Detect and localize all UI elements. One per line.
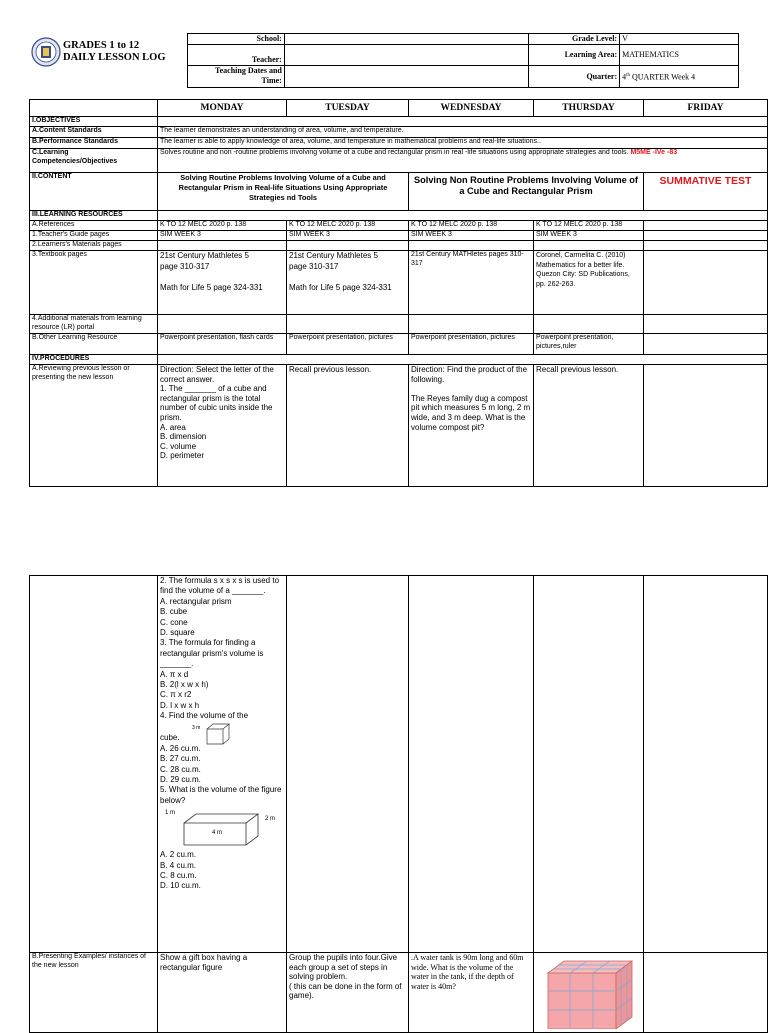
lesson-log-table-continued <box>29 575 768 1033</box>
prism-figure-area <box>160 806 284 850</box>
day-header-row <box>30 100 768 117</box>
reviewing-lesson-monday: Direction: Select the letter of the correct answer. 1. The _______ of a cube and rectangular prism is the total number of cubic units inside the prism. A. area B. dimension C. volume D. perimeter <box>158 365 287 487</box>
form-title <box>63 40 188 64</box>
presenting-examples-thursday <box>534 953 644 1033</box>
cube-question <box>160 722 284 744</box>
reviewing-lesson-wednesday: Direction: Find the product of the following. The Reyes family dug a compost pit which measures 5 m long, 2 m wide, and 3 m deep. What is the volume compost pit? <box>409 365 534 487</box>
objectives-heading: I.OBJECTIVES <box>30 117 158 127</box>
teachers-guide-label: 1.Teacher's Guide pages <box>30 231 158 241</box>
textbook-row <box>30 251 768 315</box>
competencies-cell <box>158 149 768 173</box>
performance-standards-text: The learner is able to apply knowledge of area, volume, and temperature in mathematical problems and real-life situations.. <box>158 138 768 149</box>
objectives-row <box>30 117 768 127</box>
competency-code: M5ME -IVe -83 <box>630 149 678 156</box>
textbook-label: 3.Textbook pages <box>30 251 158 315</box>
references-monday: K TO 12 MELC 2020 p. 138 <box>158 221 287 231</box>
references-label: A.References <box>30 221 158 231</box>
teachers-guide-wednesday: SIM WEEK 3 <box>409 231 534 241</box>
textbook-thursday: Coronel, Carmelita C. (2010) Mathematics for a better life. Quezon City: SD Publications, pp. 262-263. <box>534 251 644 315</box>
content-row <box>30 173 768 211</box>
resources-heading: III.LEARNING RESOURCES <box>30 211 158 221</box>
other-resources-monday: Powerpoint presentation, flash cards <box>158 334 287 355</box>
prism-width-label: 2 m <box>265 816 276 823</box>
quiz-items-2-to-4: 2. The formula s x s x s is used to find the volume of a _______. A. rectangular prism B. cube C. cone D. square 3. The formula for finding a rectangular prism's volume is _______. A. π x d B. 2(l x w x h) C. π x r2 D. l x w x h 4. Find the volume of the <box>160 576 280 721</box>
quarter-field[interactable] <box>620 66 739 88</box>
textbook-monday: 21st Century Mathletes 5 page 310-317 Math for Life 5 page 324-331 <box>158 251 287 315</box>
header-info-table <box>187 33 739 88</box>
grade-level-label: Grade Level: <box>529 34 620 45</box>
reviewing-lesson-thursday: Recall previous lesson. <box>534 365 644 487</box>
teaching-dates-field[interactable] <box>284 66 528 88</box>
references-friday <box>644 221 768 231</box>
quiz-item-5-choices: A. 2 cu.m. B. 4 cu.m. C. 8 cu.m. D. 10 cu.m. <box>160 850 201 891</box>
quiz-item-4-choices-and-5: A. 26 cu.m. B. 27 cu.m. C. 28 cu.m. D. 29 cu.m. 5. What is the volume of the figure below? <box>160 743 282 805</box>
content-mon-tue: Solving Routine Problems Involving Volume of a Cube and Rectangular Prism in Real-life Situations Using Appropriate Strategies nd Tools <box>158 173 409 211</box>
textbook-tuesday: 21st Century Mathletes 5 page 310-317 Math for Life 5 page 324-331 <box>287 251 409 315</box>
content-standards-label: A.Content Standards <box>30 127 158 138</box>
presenting-examples-row <box>30 953 768 1033</box>
day-monday: MONDAY <box>158 100 287 117</box>
teacher-field[interactable] <box>284 45 528 66</box>
performance-standards-row <box>30 138 768 149</box>
other-resources-tuesday: Powerpoint presentation, pictures <box>287 334 409 355</box>
additional-materials-row <box>30 315 768 334</box>
learners-materials-label: 2.Learners's Materials pages <box>30 241 158 251</box>
other-resources-thursday: Powerpoint presentation, pictures,ruler <box>534 334 644 355</box>
school-field[interactable] <box>284 34 528 45</box>
textbook-wednesday: 21st Century MATHletes pages 310-317 <box>409 251 534 315</box>
teachers-guide-friday <box>644 231 768 241</box>
teachers-guide-row <box>30 231 768 241</box>
presenting-examples-label: B.Presenting Examples/ instances of the new lesson <box>30 953 158 1033</box>
prism-height-label: 1 m <box>165 810 176 817</box>
reviewing-lesson-label: A.Reviewing previous lesson or presenting the new lesson <box>30 365 158 487</box>
form-title-line2: DAILY LESSON LOG <box>63 52 166 63</box>
presenting-examples-wednesday: .A water tank is 90m long and 60m wide. What is the volume of the water in the tank, if the depth of water is 40m? <box>409 953 534 1033</box>
teacher-label: Teacher: <box>188 45 285 66</box>
learners-materials-row <box>30 241 768 251</box>
form-title-line1: GRADES 1 to 12 <box>63 40 140 51</box>
references-row <box>30 221 768 231</box>
day-tuesday: TUESDAY <box>287 100 409 117</box>
school-label: School: <box>188 34 285 45</box>
content-label: II.CONTENT <box>30 173 158 211</box>
reviewing-monday-continued <box>158 576 287 953</box>
content-friday: SUMMATIVE TEST <box>644 173 768 211</box>
quarter-label: Quarter: <box>529 66 620 88</box>
presenting-examples-tuesday: Group the pupils into four.Give each group a set of steps in solving problem. ( this can be done in the form of game). <box>287 953 409 1033</box>
deped-seal-logo <box>31 37 61 67</box>
quarter-suffix: th <box>626 72 630 78</box>
procedures-heading: IV.PROCEDURES <box>30 355 158 365</box>
resources-row <box>30 211 768 221</box>
teachers-guide-tuesday: SIM WEEK 3 <box>287 231 409 241</box>
cube-figure <box>205 722 231 746</box>
presenting-examples-monday: Show a gift box having a rectangular figure <box>158 953 287 1033</box>
quarter-number: 4 <box>622 72 627 82</box>
teachers-guide-monday: SIM WEEK 3 <box>158 231 287 241</box>
cube-dimension-label: 3 m <box>192 724 201 731</box>
lesson-log-table <box>29 99 768 487</box>
day-friday: FRIDAY <box>644 100 768 117</box>
reviewing-lesson-row <box>30 365 768 487</box>
content-wed-thu: Solving Non Routine Problems Involving Volume of a Cube and Rectangular Prism <box>409 173 644 211</box>
prism-length-label: 4 m <box>212 830 223 837</box>
reviewing-lesson-continued-row <box>30 576 768 953</box>
other-resources-friday <box>644 334 768 355</box>
other-resources-row <box>30 334 768 355</box>
procedures-row <box>30 355 768 365</box>
content-standards-text: The learner demonstrates an understanding of area, volume, and temperature. <box>158 127 768 138</box>
competencies-label: C.Learning Competencies/Objectives <box>30 149 158 173</box>
additional-materials-label: 4.Additional materials from learning resource (LR) portal <box>30 315 158 334</box>
other-resources-wednesday: Powerpoint presentation, pictures <box>409 334 534 355</box>
competencies-text: Solves routine and non -routine problems involving volume of a cube and rectangular prism in real -life situations using appropriate strategies and tools. <box>160 149 629 156</box>
learning-area-field[interactable]: MATHEMATICS <box>620 45 739 66</box>
day-wednesday: WEDNESDAY <box>409 100 534 117</box>
references-wednesday: K TO 12 MELC 2020 p. 138 <box>409 221 534 231</box>
day-thursday: THURSDAY <box>534 100 644 117</box>
teachers-guide-thursday: SIM WEEK 3 <box>534 231 644 241</box>
references-tuesday: K TO 12 MELC 2020 p. 138 <box>287 221 409 231</box>
teaching-dates-label: Teaching Dates and Time: <box>188 66 285 88</box>
stacked-cubes-figure <box>544 957 636 1029</box>
grade-level-field[interactable]: V <box>620 34 739 45</box>
content-standards-row <box>30 127 768 138</box>
competencies-row <box>30 149 768 173</box>
reviewing-lesson-tuesday: Recall previous lesson. <box>287 365 409 487</box>
references-thursday: K TO 12 MELC 2020 p. 138 <box>534 221 644 231</box>
performance-standards-label: B.Performance Standards <box>30 138 158 149</box>
learning-area-label: Learning Area: <box>529 45 620 66</box>
quarter-text: QUARTER Week 4 <box>632 72 696 82</box>
cube-word: cube. <box>160 733 180 743</box>
other-resources-label: B.Other Learning Resource <box>30 334 158 355</box>
